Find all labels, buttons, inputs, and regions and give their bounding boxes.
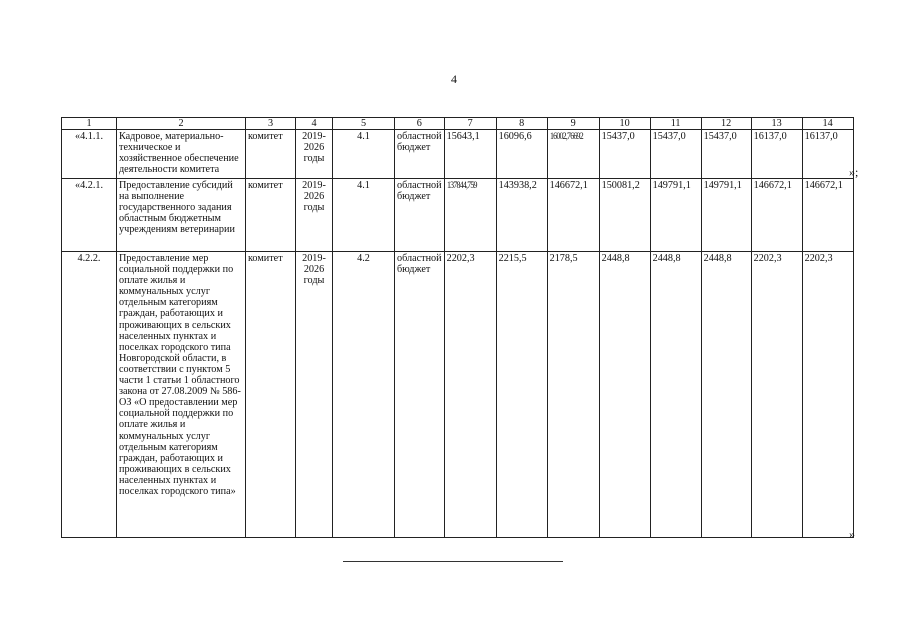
page-number: 4	[451, 72, 457, 86]
column-number-cell: 13	[751, 118, 802, 130]
column-number-cell: 3	[246, 118, 296, 130]
value-text: 16002,76692	[549, 131, 583, 141]
value-cell: 15643,1	[444, 130, 496, 179]
item-source: областной бюджет	[395, 252, 445, 538]
column-number-cell: 2	[117, 118, 246, 130]
item-target: 4.2	[333, 252, 395, 538]
value-cell: 16096,6	[496, 130, 547, 179]
table-row	[62, 252, 854, 538]
column-number-cell: 14	[802, 118, 853, 130]
table-header-row	[62, 118, 854, 130]
value-cell: 149791,1	[650, 179, 701, 252]
value-cell: 146672,1	[547, 179, 599, 252]
value-cell: 2448,8	[701, 252, 751, 538]
value-cell: 143938,2	[496, 179, 547, 252]
item-code: «4.1.1.	[62, 130, 117, 179]
column-number-cell: 8	[496, 118, 547, 130]
value-cell: 2178,5	[547, 252, 599, 538]
value-cell	[444, 179, 496, 252]
item-code: «4.2.1.	[62, 179, 117, 252]
value-cell: 15437,0	[650, 130, 701, 179]
value-text: 137844,759	[446, 180, 477, 190]
item-executor: комитет	[246, 252, 296, 538]
table-row	[62, 130, 854, 179]
column-number-cell: 7	[444, 118, 496, 130]
column-number-cell: 4	[296, 118, 333, 130]
value-cell: 15437,0	[599, 130, 650, 179]
item-name: Предоставление субсидий на выполнение государственного задания областным бюджетным учреждениям ветеринарии	[117, 179, 246, 252]
value-cell: 2202,3	[802, 252, 853, 538]
column-number-cell: 5	[333, 118, 395, 130]
column-number-cell: 6	[395, 118, 445, 130]
value-cell: 2448,8	[599, 252, 650, 538]
closing-quote: »;	[849, 165, 859, 179]
item-executor: комитет	[246, 179, 296, 252]
item-source: областной бюджет	[395, 130, 445, 179]
value-cell: 16137,0	[751, 130, 802, 179]
column-number-cell: 10	[599, 118, 650, 130]
value-cell: 146672,1	[751, 179, 802, 252]
item-period: 2019-2026 годы	[296, 252, 333, 538]
value-cell: 149791,1	[701, 179, 751, 252]
value-cell: 2202,3	[444, 252, 496, 538]
value-cell: 15437,0	[701, 130, 751, 179]
item-executor: комитет	[246, 130, 296, 179]
value-cell: 2215,5	[496, 252, 547, 538]
value-cell: 146672,1	[802, 179, 853, 252]
column-number-cell: 9	[547, 118, 599, 130]
item-target: 4.1	[333, 130, 395, 179]
item-period: 2019-2026 годы	[296, 179, 333, 252]
table-row	[62, 179, 854, 252]
column-number-cell: 1	[62, 118, 117, 130]
footer-divider	[343, 561, 563, 562]
value-cell: 16137,0	[802, 130, 853, 179]
value-cell: 150081,2	[599, 179, 650, 252]
closing-quote: »	[849, 527, 855, 541]
item-source: областной бюджет	[395, 179, 445, 252]
program-table	[61, 117, 854, 538]
item-target: 4.1	[333, 179, 395, 252]
column-number-cell: 12	[701, 118, 751, 130]
item-name: Предоставление мер социальной поддержки по оплате жилья и коммунальных услуг отдельным категориям граждан, работающих и проживающих в сельских населенных пунктах и поселках городского типа Новгородской области, в соответствии с пунктом 5 части 1 статьи 1 областного закона от 27.08.2009 № 586-ОЗ «О предоставлении мер социальной поддержки по оплате жилья и коммунальных услуг отдельным категориям граждан, работающих и проживающих в сельских населенных пунктах и поселках городского типа»	[117, 252, 246, 538]
value-cell: 2202,3	[751, 252, 802, 538]
column-number-cell: 11	[650, 118, 701, 130]
item-name: Кадровое, материально-техническое и хозяйственное обеспечение деятельности комитета	[117, 130, 246, 179]
item-code: 4.2.2.	[62, 252, 117, 538]
value-cell	[547, 130, 599, 179]
item-period: 2019-2026 годы	[296, 130, 333, 179]
value-cell: 2448,8	[650, 252, 701, 538]
